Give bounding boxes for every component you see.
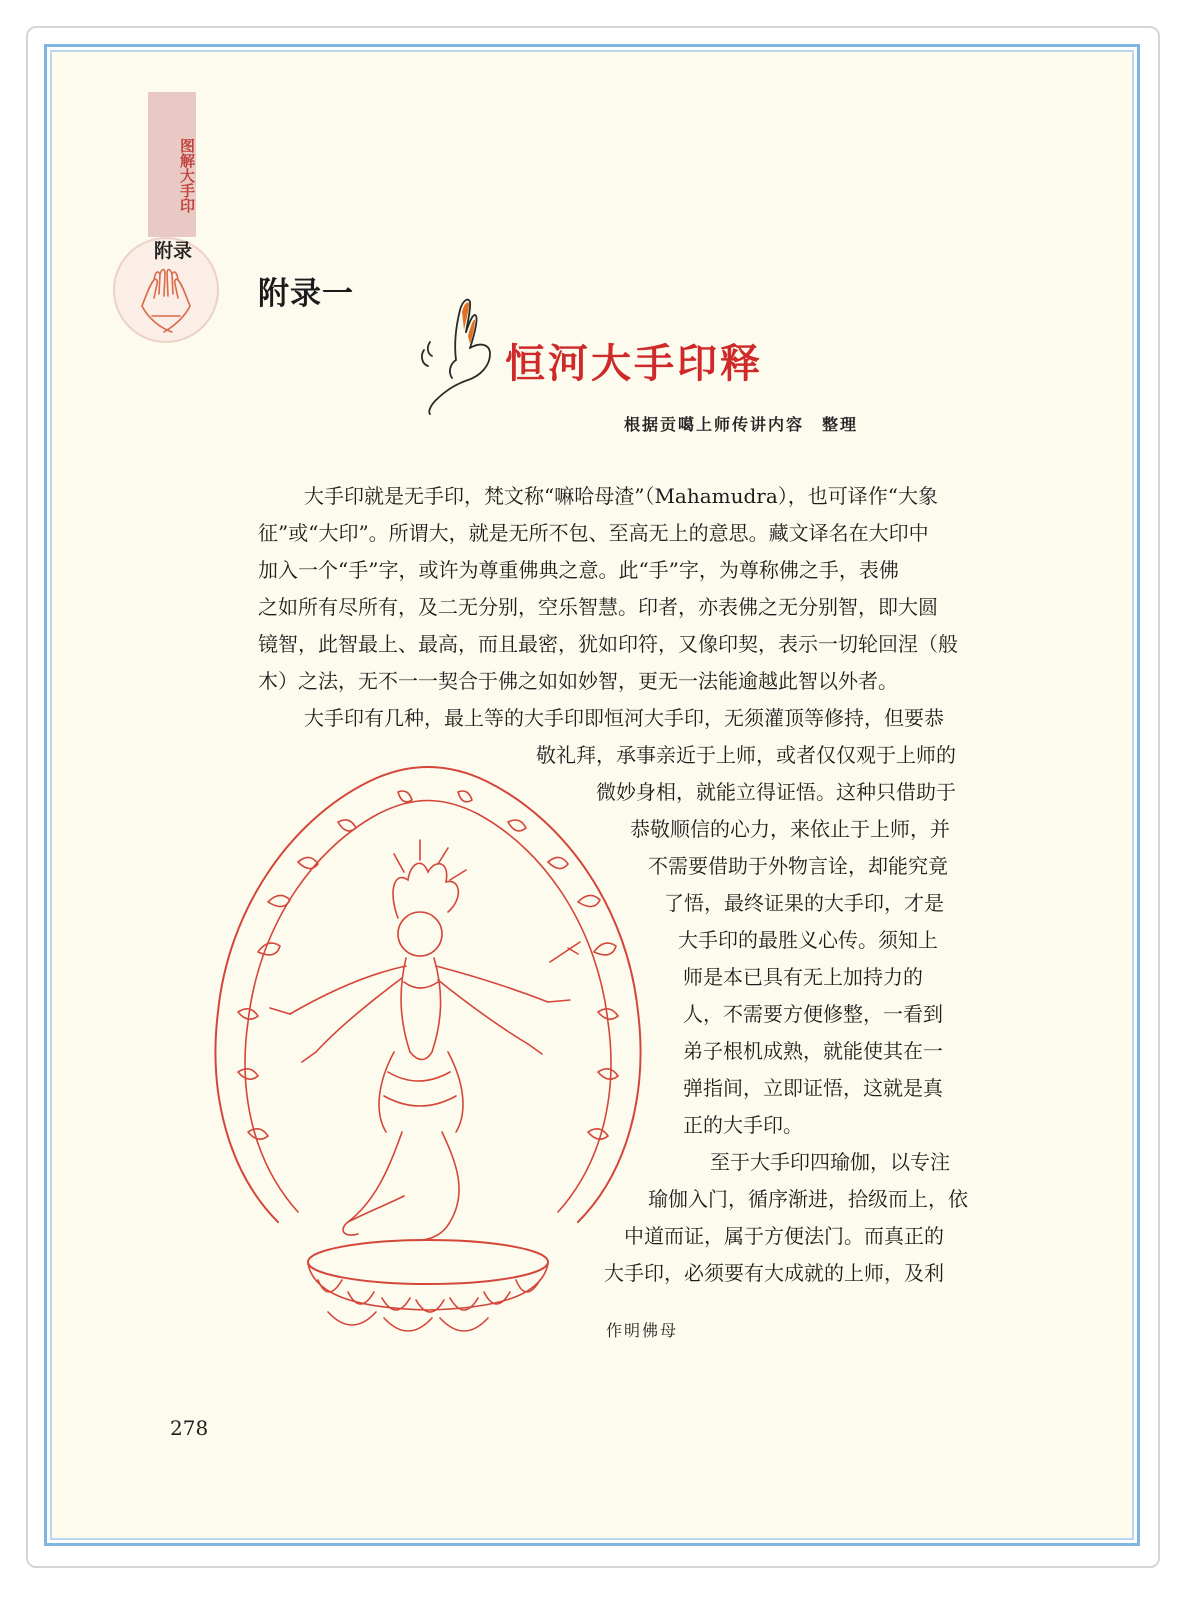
body-line: 加入一个“手”字，或许为尊重佛典之意。此“手”字，为尊称佛之手，表佛 xyxy=(258,558,899,582)
body-line: 敬礼拜，承事亲近于上师，或者仅仅观于上师的 xyxy=(536,743,956,767)
body-line: 微妙身相，就能立得证悟。这种只借助于 xyxy=(596,780,956,804)
body-line: 大手印，必须要有大成就的上师，及利 xyxy=(604,1261,944,1285)
page-number: 278 xyxy=(170,1416,209,1440)
chapter-side-tab xyxy=(148,92,196,237)
body-line: 恭敬顺信的心力，来依止于上师，并 xyxy=(630,817,950,841)
illustration-caption: 作明佛母 xyxy=(606,1321,679,1340)
chapter-side-tab-label: 图解大手印 xyxy=(178,137,196,213)
body-line: 弟子根机成熟，就能使其在一 xyxy=(683,1039,943,1063)
appendix-badge-label: 附录 xyxy=(153,240,192,262)
body-line: 了悟，最终证果的大手印，才是 xyxy=(664,891,944,915)
body-line: 正的大手印。 xyxy=(683,1113,803,1137)
kurukulla-deity-illustration xyxy=(198,752,658,1352)
body-line: 大手印就是无手印，梵文称“嘛哈母渣”（Mahamudra），也可译作“大象 xyxy=(304,484,939,508)
body-line: 瑜伽入门，循序渐进，拾级而上，依 xyxy=(648,1187,968,1211)
article-title: 恒河大手印释 xyxy=(505,341,763,387)
body-line: 人，不需要方便修整，一看到 xyxy=(683,1002,943,1026)
body-line: 征”或“大印”。所谓大，就是无所不包、至高无上的意思。藏文译名在大印中 xyxy=(258,521,929,545)
body-line: 不需要借助于外物言诠，却能究竟 xyxy=(648,854,948,878)
body-line: 弹指间，立即证悟，这就是真 xyxy=(683,1076,943,1100)
body-line: 之如所有尽所有，及二无分别，空乐智慧。印者，亦表佛之无分别智，即大圆 xyxy=(258,595,938,619)
body-line: 镜智，此智最上、最高，而且最密，犹如印符，又像印契，表示一切轮回涅（般 xyxy=(258,632,958,656)
appendix-heading: 附录一 xyxy=(258,276,354,312)
body-line: 至于大手印四瑜伽，以专注 xyxy=(710,1150,950,1174)
body-line: 木）之法，无不一一契合于佛之如如妙智，更无一法能逾越此智以外者。 xyxy=(258,669,898,693)
body-line: 大手印的最胜义心传。须知上 xyxy=(678,928,938,952)
body-line: 中道而证，属于方便法门。而真正的 xyxy=(624,1224,944,1248)
mudra-hand-icon xyxy=(416,290,506,418)
body-line: 师是本已具有无上加持力的 xyxy=(683,965,923,989)
body-line: 大手印有几种，最上等的大手印即恒河大手印，无须灌顶等修持，但要恭 xyxy=(304,706,944,730)
article-byline: 根据贡噶上师传讲内容 整理 xyxy=(624,415,859,434)
